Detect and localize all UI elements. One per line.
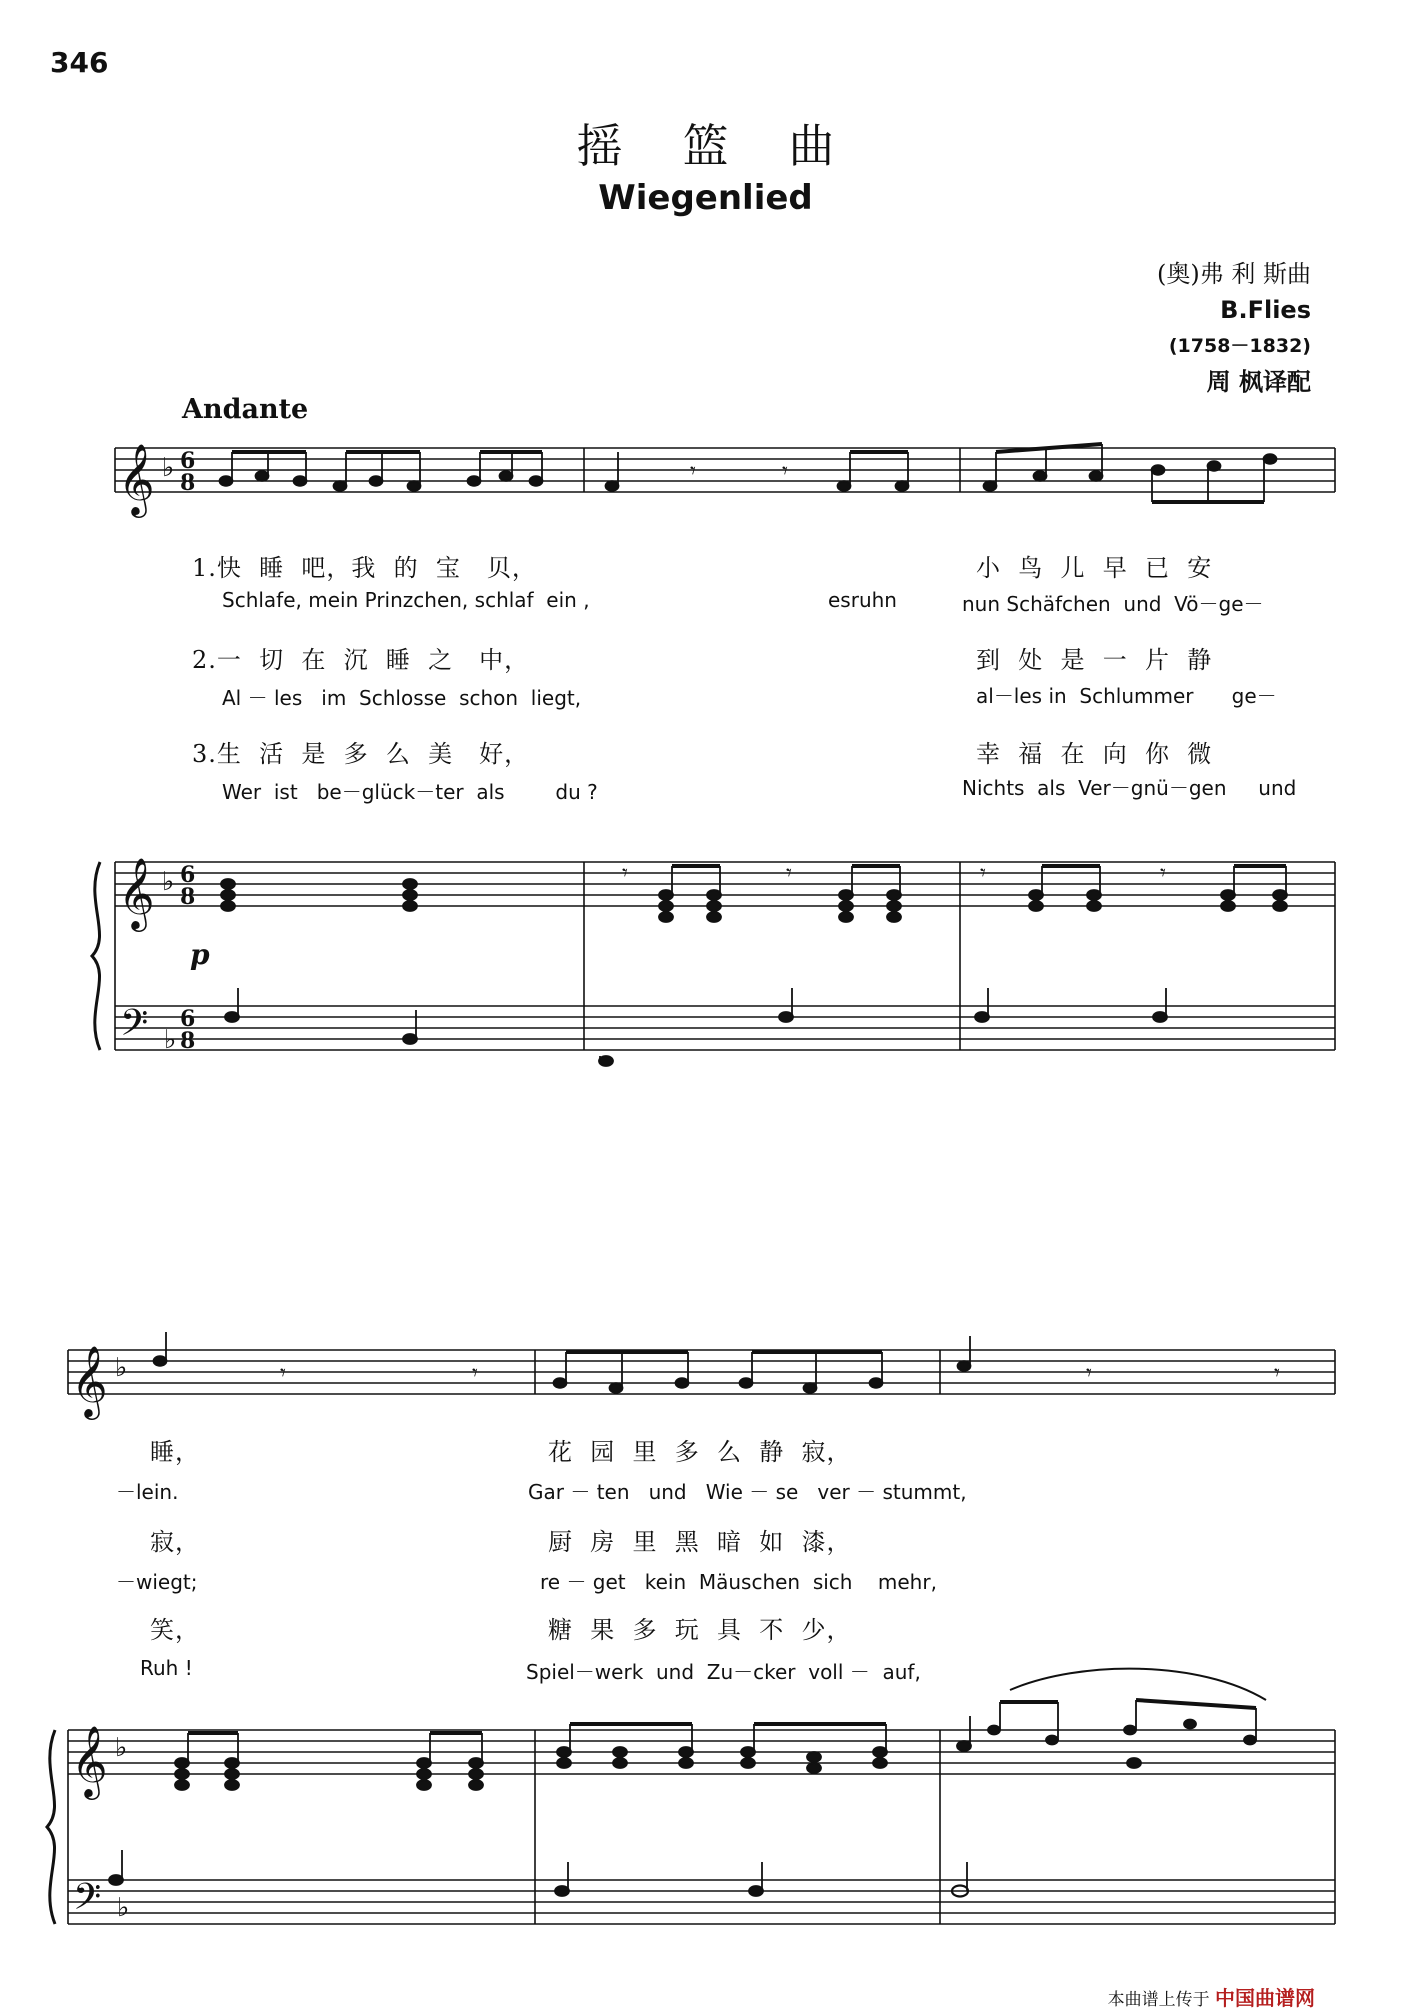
verse-2-chinese-a: 寂， <box>150 1528 200 1556</box>
piano-bass-staff-2 <box>68 1730 1335 1924</box>
verse-1-german-b: nun Schäfchen und Vö－ge－ <box>962 592 1264 616</box>
verse-1-chinese-b: 小 鸟 儿 早 已 安 <box>976 554 1213 582</box>
eighth-rest-icon: 𝄾 <box>472 1361 478 1386</box>
verse-1-chinese-b: 花 园 里 多 么 静 寂， <box>548 1438 852 1466</box>
piano-treble-staff-1 <box>115 862 1335 906</box>
vocal-notes-1 <box>220 444 1277 502</box>
treble-clef-icon: 𝄞 <box>71 1344 108 1417</box>
flat-icon: ♭ <box>117 1893 130 1923</box>
verse-1-german-a: Schlafe, mein Prinzchen, schlaf ein , <box>222 588 590 612</box>
eighth-rest-icon: 𝄾 <box>980 861 986 886</box>
flat-icon: ♭ <box>115 1353 128 1383</box>
verse-2-chinese-a: 2.一 切 在 沉 睡 之 中， <box>192 646 530 674</box>
verse-1-german-a: －lein. <box>116 1480 179 1504</box>
eighth-rest-icon: 𝄾 <box>280 1361 286 1386</box>
eighth-rest-icon: 𝄾 <box>1086 1361 1092 1386</box>
verse-1-chinese-a: 1.快 睡 吧，我 的 宝 贝， <box>192 554 537 582</box>
verse-1-german-mid: esruhn <box>828 588 897 612</box>
verse-2-german-b: re － get kein Mäuschen sich mehr, <box>540 1570 937 1594</box>
title-german: Wiegenlied <box>598 178 813 218</box>
verse-2-german-a: Al － les im Schlosse schon liegt, <box>222 686 582 710</box>
translator: 周 枫译配 <box>1206 368 1311 396</box>
svg-text:6: 6 <box>180 862 196 888</box>
verse-3-chinese-a: 3.生 活 是 多 么 美 好， <box>192 740 530 768</box>
flat-icon: ♭ <box>162 453 175 483</box>
vocal-staff-2 <box>68 1350 1335 1394</box>
verse-2-german-a: －wiegt; <box>116 1570 198 1594</box>
tempo-marking: Andante <box>182 394 309 425</box>
composer-chinese: (奥)弗 利 斯曲 <box>1157 260 1311 288</box>
piano-brace-2 <box>47 1730 55 1924</box>
verse-3-german-a: Ruh ! <box>140 1656 193 1680</box>
eighth-rest-icon: 𝄾 <box>786 861 792 886</box>
flat-icon: ♭ <box>162 867 175 897</box>
verse-3-chinese-b: 幸 福 在 向 你 微 <box>976 740 1213 768</box>
eighth-rest-icon: 𝄾 <box>690 459 696 484</box>
verse-1-german-b: Gar － ten und Wie － se ver － stummt, <box>528 1480 967 1504</box>
footer-brand: 中国曲谱网 <box>1215 1986 1315 2010</box>
piano-brace-1 <box>92 862 100 1050</box>
flat-icon: ♭ <box>164 1025 177 1055</box>
verse-2-german-b: al－les in Schlummer ge－ <box>976 684 1277 708</box>
svg-text:8: 8 <box>180 1028 196 1054</box>
piano-chords-2 <box>109 1669 1266 1897</box>
treble-clef-icon: 𝄞 <box>71 1724 108 1797</box>
verse-3-german-a: Wer ist be－glück－ter als du ? <box>222 780 598 804</box>
bass-clef-icon: 𝄢 <box>73 1876 102 1927</box>
title-chinese: 摇篮曲 <box>576 119 895 173</box>
verse-2-chinese-b: 厨 房 里 黑 暗 如 漆， <box>548 1528 852 1556</box>
composer-name: B.Flies <box>1220 296 1311 324</box>
footer-text: 本曲谱上传于 <box>1107 1990 1210 2010</box>
eighth-rest-icon: 𝄾 <box>622 861 628 886</box>
verse-2-chinese-b: 到 处 是 一 片 静 <box>976 646 1213 674</box>
verse-3-german-b: Nichts als Ver－gnü－gen und <box>962 776 1297 800</box>
footer-watermark <box>1108 1982 1315 2011</box>
eighth-rest-icon: 𝄾 <box>782 459 788 484</box>
svg-text:8: 8 <box>180 884 196 910</box>
bass-clef-icon: 𝄢 <box>120 1002 149 1053</box>
dynamic-marking: p <box>190 938 210 971</box>
eighth-rest-icon: 𝄾 <box>1160 861 1166 886</box>
svg-text:8: 8 <box>180 470 196 496</box>
svg-text:6: 6 <box>180 448 196 474</box>
flat-icon: ♭ <box>115 1733 128 1763</box>
bass-notes-1 <box>225 988 1167 1066</box>
verse-1-chinese-a: 睡， <box>150 1438 200 1466</box>
eighth-rest-icon: 𝄾 <box>1274 1361 1280 1386</box>
treble-clef-icon: 𝄞 <box>118 442 155 515</box>
treble-clef-icon: 𝄞 <box>118 856 155 929</box>
composer-years: (1758－1832) <box>1168 335 1311 357</box>
piano-chords-1 <box>221 866 1287 922</box>
verse-3-chinese-a: 笑， <box>150 1616 200 1644</box>
svg-text:6: 6 <box>180 1006 196 1032</box>
piano-bass-staff-1 <box>115 862 1335 1050</box>
piano-treble-staff-2 <box>68 1730 1335 1774</box>
page-number: 346 <box>50 46 109 79</box>
verse-3-chinese-b: 糖 果 多 玩 具 不 少， <box>548 1616 852 1644</box>
verse-3-german-b: Spiel－werk und Zu－cker voll － auf, <box>526 1660 921 1684</box>
